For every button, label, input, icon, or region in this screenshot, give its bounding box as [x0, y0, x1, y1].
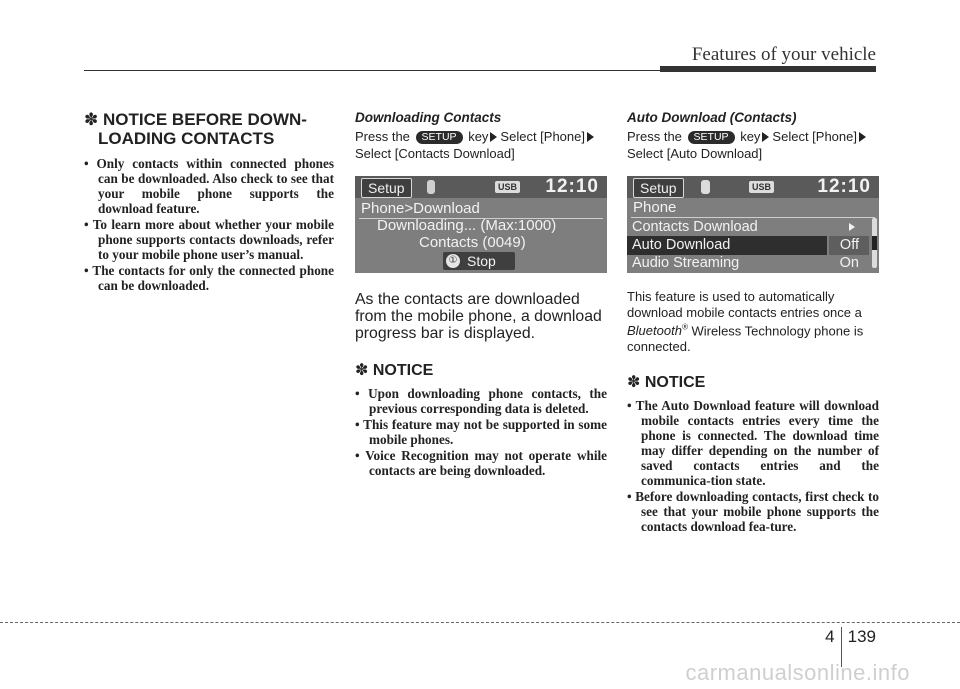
lcd-row-auto-download: [627, 236, 869, 255]
registered-mark: ®: [681, 323, 688, 332]
body-text: As the contacts are downloaded from the mobile phone, a download progress bar is displayed.: [355, 291, 602, 342]
lcd-download-status: Downloading... (Max:1000): [377, 217, 557, 234]
step-text: Select [Auto Download]: [627, 146, 763, 161]
lcd-screen-auto-download: [627, 176, 879, 273]
body-text-part: This feature is used to automatically download mobile contacts entries once a: [627, 289, 862, 320]
footer-rule: [0, 622, 960, 623]
arrow-right-icon: [490, 132, 497, 142]
body-text: [627, 289, 879, 354]
column-notice-before-download: [84, 110, 334, 294]
step-text: key: [468, 129, 489, 144]
step-text: Press the: [627, 129, 682, 144]
page-number-value: 139: [847, 627, 876, 646]
setup-key-icon: SETUP: [688, 131, 735, 144]
notice-list: [355, 386, 607, 478]
notice-title-line1: ✽ NOTICE BEFORE DOWN-: [84, 110, 307, 129]
column-downloading-contacts: [355, 110, 607, 479]
lcd-path: Phone>Download: [361, 200, 480, 217]
list-item: • Only contacts within connected phones can be downloaded. Also check to see that your mobile phone supports the download feature.: [84, 156, 334, 216]
notice-title-line2: LOADING CONTACTS: [98, 129, 275, 148]
arrow-right-icon: [587, 132, 594, 142]
lcd-row-label: Auto Download: [632, 237, 731, 253]
header-rule: [84, 70, 660, 71]
bluetooth-icon: [701, 180, 710, 194]
list-item: • Before downloading contacts, first check to see that your mobile phone supports the contacts download fea-ture.: [627, 489, 879, 535]
brand-name: Bluetooth: [627, 323, 682, 339]
lcd-row-value: On: [839, 255, 859, 271]
lcd-row-contacts-download: [627, 218, 869, 237]
lcd-screen-download: [355, 176, 607, 273]
lcd-row-label: Contacts Download: [632, 219, 758, 235]
notice-title: [84, 110, 334, 148]
list-item: • This feature may not be supported in some mobile phones.: [355, 417, 607, 447]
step-text: Select [Phone]: [772, 129, 857, 144]
setup-key-icon: SETUP: [416, 131, 463, 144]
section-title: Downloading Contacts: [355, 110, 502, 125]
lcd-scrollbar: [872, 218, 877, 268]
step-text: key: [740, 129, 761, 144]
instruction-step: [627, 128, 879, 162]
lcd-stop-label: Stop: [467, 253, 496, 269]
lcd-clock: 12:10: [545, 176, 599, 197]
notice-list: [627, 398, 879, 534]
chevron-right-icon: [849, 223, 855, 231]
lcd-row-label: Audio Streaming: [632, 255, 740, 271]
body-text-part: Wireless Technology phone is connected.: [627, 323, 864, 354]
list-item: • Upon downloading phone contacts, the previous corresponding data is deleted.: [355, 386, 607, 416]
list-item: • The Auto Download feature will download mobile contacts entries every time the phone is connected. The download time may differ depending on the number of saved contacts entries and the communica-tion state.: [627, 398, 879, 489]
step-text: Press the: [355, 129, 410, 144]
phone-signal-icon: [427, 180, 435, 194]
section-title: Auto Download (Contacts): [627, 110, 797, 125]
one-icon: ①: [446, 254, 460, 268]
watermark: carmanualsonline.info: [685, 660, 910, 685]
lcd-scroll-thumb: [872, 236, 877, 250]
lcd-row-audio-streaming: [627, 254, 869, 273]
chapter-number: 4: [825, 627, 835, 646]
column-auto-download: [627, 110, 879, 535]
usb-icon: USB: [749, 181, 774, 193]
lcd-setup-tab: Setup: [633, 178, 684, 198]
list-item: • Voice Recognition may not operate while contacts are being downloaded.: [355, 448, 607, 478]
list-item: • The contacts for only the connected phone can be downloaded.: [84, 263, 334, 293]
notice-title: ✽ NOTICE: [355, 362, 434, 379]
lcd-clock: 12:10: [817, 176, 871, 197]
notice-list: [84, 156, 334, 293]
header-rule-accent: [660, 66, 876, 72]
lcd-header: Phone: [633, 199, 677, 216]
lcd-stop-button: [443, 252, 515, 270]
arrow-right-icon: [762, 132, 769, 142]
step-text: Select [Contacts Download]: [355, 146, 515, 161]
lcd-contacts-count: Contacts (0049): [419, 234, 526, 251]
usb-icon: USB: [495, 181, 520, 193]
lcd-row-value: Off: [839, 237, 859, 253]
notice-title: ✽ NOTICE: [627, 374, 706, 392]
step-text: Select [Phone]: [500, 129, 585, 144]
list-item: • To learn more about whether your mobile phone supports contacts downloads, refer to your mobile phone user’s manual.: [84, 217, 334, 262]
arrow-right-icon: [859, 132, 866, 142]
instruction-step: [355, 128, 607, 162]
lcd-setup-tab: Setup: [361, 178, 412, 198]
header-title: Features of your vehicle: [691, 44, 876, 65]
